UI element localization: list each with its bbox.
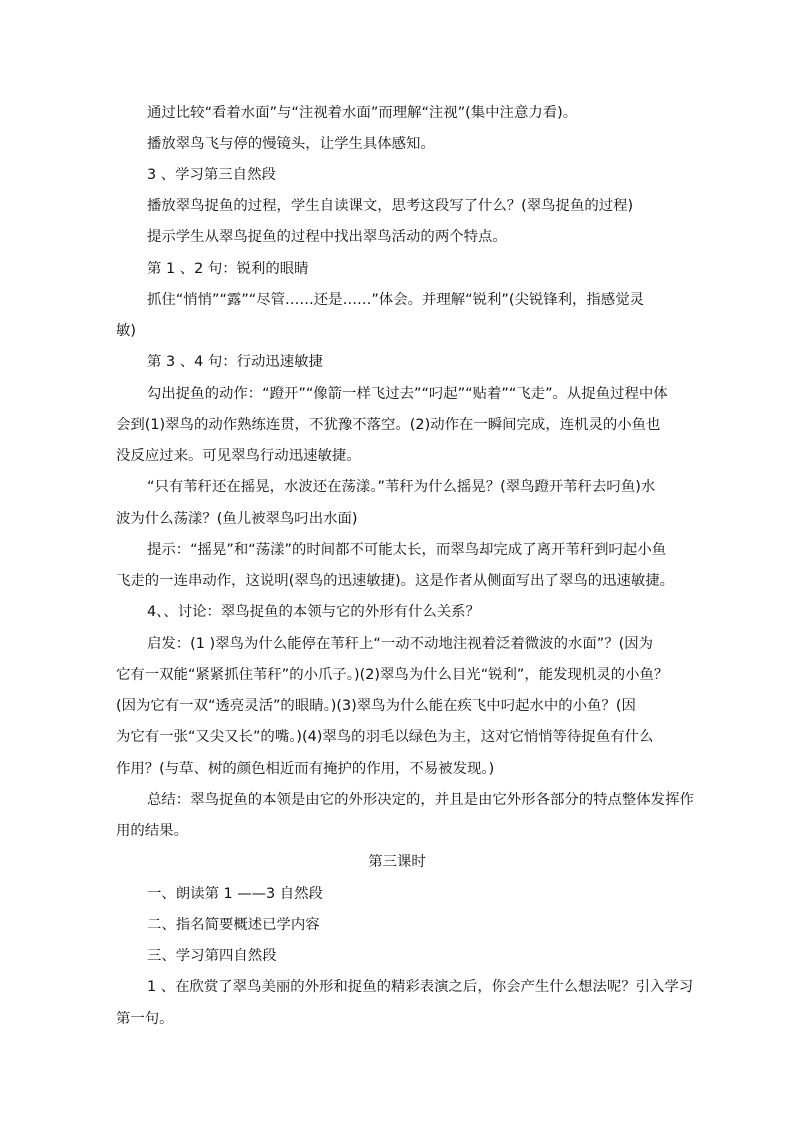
paragraph-line: 飞走的一连串动作，这说明(翠鸟的迅速敏捷)。这是作者从侧面写出了翠鸟的迅速敏捷。 xyxy=(116,573,675,589)
subheading-line: 第 1 、2 句：锐利的眼睛 xyxy=(147,261,309,277)
paragraph-line: 通过比较“看着水面”与“注视着水面”而理解“注视”(集中注意力看)。 xyxy=(147,105,578,121)
list-item: 三、学习第四自然段 xyxy=(147,948,277,964)
subheading-line: 第 3 、4 句：行动迅速敏捷 xyxy=(147,354,323,370)
list-item: 一、朗读第 1 ——3 自然段 xyxy=(147,886,323,902)
paragraph-line: (因为它有一双“透亮灵活”的眼睛。)(3)翠鸟为什么能在疾飞中叼起水中的小鱼？(因 xyxy=(116,698,636,714)
paragraph-line: 用的结果。 xyxy=(116,823,188,839)
paragraph-line: 会到(1)翠鸟的动作熟练连贯，不犹豫不落空。(2)动作在一瞬间完成，连机灵的小鱼也 xyxy=(116,417,661,433)
paragraph-line: 敏) xyxy=(116,323,137,339)
paragraph-line: 提示学生从翠鸟捉鱼的过程中找出翠鸟活动的两个特点。 xyxy=(147,229,507,245)
paragraph-line: 作用？(与草、树的颜色相近而有掩护的作用，不易被发现。) xyxy=(116,761,495,777)
paragraph-line: 为它有一张“又尖又长”的嘴。)(4)翠鸟的羽毛以绿色为主，这对它悄悄等待捉鱼有什么 xyxy=(116,729,654,745)
paragraph-line: 没反应过来。可见翠鸟行动迅速敏捷。 xyxy=(116,448,361,464)
paragraph-line: 勾出捉鱼的动作：“蹬开”“像箭一样飞过去”“叼起”“贴着”“飞走”。从捉鱼过程中体 xyxy=(147,386,668,402)
paragraph-line: 播放翠鸟捉鱼的过程，学生自读课文，思考这段写了什么？(翠鸟捉鱼的过程) xyxy=(147,198,634,214)
paragraph-line: 1 、在欣赏了翠鸟美丽的外形和捉鱼的精彩表演之后，你会产生什么想法呢？引入学习 xyxy=(147,979,694,995)
list-item: 二、指名简要概述已学内容 xyxy=(147,917,320,933)
paragraph-line: 波为什么荡漾？(鱼儿被翠鸟叼出水面) xyxy=(116,511,358,527)
paragraph-line: 抓住“悄悄”“露”“尽管……还是……”体会。并理解“锐利”(尖锐锋利，指感觉灵 xyxy=(147,292,644,308)
lesson-title: 第三课时 xyxy=(368,854,426,870)
paragraph-line: 第一句。 xyxy=(116,1011,174,1027)
paragraph-line: 4、、讨论：翠鸟捉鱼的本领与它的外形有什么关系？ xyxy=(147,604,480,620)
paragraph-line: 播放翠鸟飞与停的慢镜头，让学生具体感知。 xyxy=(147,136,435,152)
paragraph-line: 提示：“摇晃”和“荡漾”的时间都不可能太长，而翠鸟却完成了离开苇秆到叼起小鱼 xyxy=(147,542,667,558)
paragraph-line: “只有苇秆还在摇晃，水波还在荡漾。”苇秆为什么摇晃？(翠鸟蹬开苇秆去叼鱼)水 xyxy=(147,479,656,495)
paragraph-line: 它有一双能“紧紧抓住苇秆”的小爪子。)(2)翠鸟为什么目光“锐利”，能发现机灵的小鱼？ xyxy=(116,667,669,683)
section-heading: 3 、学习第三自然段 xyxy=(147,167,276,183)
paragraph-line: 总结：翠鸟捉鱼的本领是由它的外形决定的，并且是由它外形各部分的特点整体发挥作 xyxy=(147,792,694,808)
paragraph-line: 启发：(1 )翠鸟为什么能停在苇秆上“一动不动地注视着泛着微波的水面”？(因为 xyxy=(147,636,653,652)
